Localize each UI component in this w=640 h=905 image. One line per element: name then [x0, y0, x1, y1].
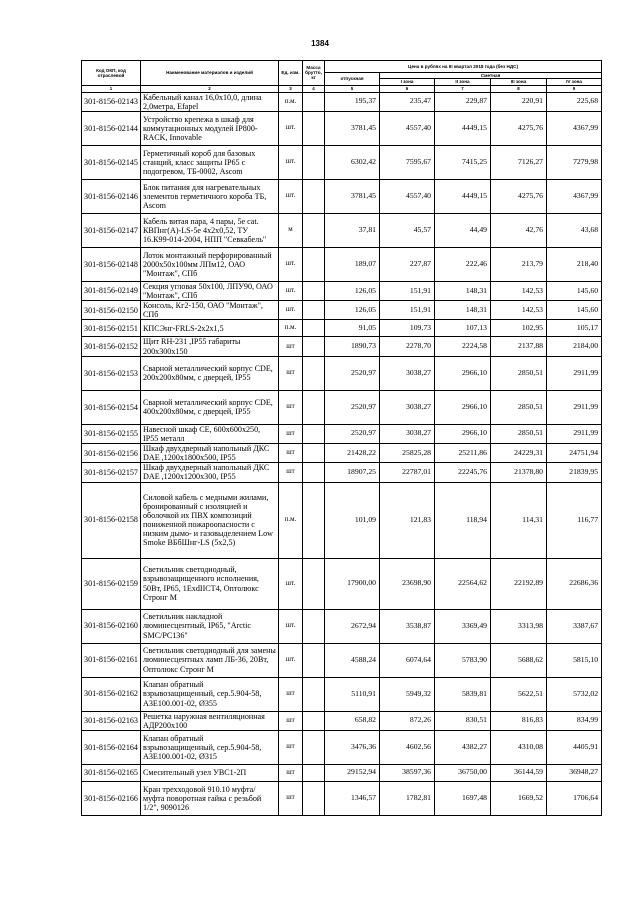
item-mass	[303, 179, 325, 213]
table-row	[82, 179, 602, 213]
item-release-price: 21428,22	[325, 443, 380, 462]
item-unit: шт	[279, 463, 303, 482]
column-number: 7	[435, 85, 491, 92]
item-unit: шт.	[279, 145, 303, 179]
item-name: Клапан обратный взрывозащищенный, сер.5.904-58, А3Е100.001-02, Ø315	[141, 730, 279, 764]
item-release-price: 126,05	[325, 281, 380, 300]
item-zone-1-price: 4557,40	[380, 111, 435, 145]
item-zone-4-price: 24751,94	[547, 443, 602, 462]
item-release-price: 2520,97	[325, 356, 380, 390]
item-release-price: 3781,45	[325, 111, 380, 145]
item-zone-3-price: 22192,89	[491, 558, 547, 609]
item-name: Клапан обратный взрывозащищенный, сер.5.904-58, А3Е100.001-02, Ø355	[141, 677, 279, 711]
item-code: 301-8156-02152	[82, 337, 141, 356]
table-body	[82, 92, 602, 815]
item-code: 301-8156-02166	[82, 781, 141, 815]
item-zone-4-price: 834,99	[547, 711, 602, 730]
item-zone-1-price: 3038,27	[380, 424, 435, 443]
item-zone-2-price: 148,31	[435, 281, 491, 300]
item-zone-1-price: 235,47	[380, 92, 435, 111]
item-zone-4-price: 36948,27	[547, 764, 602, 781]
item-mass	[303, 443, 325, 462]
item-zone-4-price: 105,17	[547, 320, 602, 337]
table-row	[82, 643, 602, 677]
item-name: Сварной металлический корпус CDE, 400х200х80мм, с дверцей, IP55	[141, 390, 279, 424]
item-zone-1-price: 23698,90	[380, 558, 435, 609]
item-zone-2-price: 148,31	[435, 301, 491, 320]
item-code: 301-8156-02147	[82, 213, 141, 247]
item-release-price: 17900,00	[325, 558, 380, 609]
table-row	[82, 730, 602, 764]
item-name: Кран трехходовой 910.10 муфта/муфта поворотная гайка с резьбой 1/2", 9090126	[141, 781, 279, 815]
item-name: Кабель витая пара, 4 пары, 5е cat. КВПнг(А)-LS-5е 4х2х0,52, ТУ 16.К99-014-2004, НПП "Севкабель"	[141, 213, 279, 247]
item-zone-3-price: 2850,51	[491, 356, 547, 390]
item-code: 301-8156-02150	[82, 301, 141, 320]
item-release-price: 91,05	[325, 320, 380, 337]
item-zone-4-price: 2911,99	[547, 356, 602, 390]
header-zone-3: III зона	[491, 79, 547, 85]
item-unit: п.м.	[279, 92, 303, 111]
item-unit: п.м.	[279, 320, 303, 337]
item-mass	[303, 213, 325, 247]
item-zone-2-price: 4449,15	[435, 111, 491, 145]
item-zone-2-price: 36750,00	[435, 764, 491, 781]
item-zone-4-price: 21839,95	[547, 463, 602, 482]
item-zone-1-price: 2278,70	[380, 337, 435, 356]
item-zone-2-price: 7415,25	[435, 145, 491, 179]
item-zone-2-price: 2966,10	[435, 356, 491, 390]
item-zone-3-price: 24229,31	[491, 443, 547, 462]
item-zone-1-price: 3038,27	[380, 390, 435, 424]
item-mass	[303, 92, 325, 111]
item-name: Сварной металлический корпус CDE, 200х200х80мм, с дверцей, IP55	[141, 356, 279, 390]
item-mass	[303, 281, 325, 300]
item-zone-2-price: 118,94	[435, 482, 491, 558]
header-zone-2: II зона	[435, 79, 491, 85]
item-zone-1-price: 872,26	[380, 711, 435, 730]
item-code: 301-8156-02155	[82, 424, 141, 443]
item-unit: шт	[279, 711, 303, 730]
item-name: Силовой кабель с медными жилами, бронированный с изоляцией и оболочкой их ПВХ композиций пониженной пожароопасности с низким дымо- и газовыделением Low Smoke ВБбШнг-LS (5х2,5)	[141, 482, 279, 558]
item-zone-4-price: 218,40	[547, 247, 602, 281]
item-zone-1-price: 38597,36	[380, 764, 435, 781]
item-mass	[303, 301, 325, 320]
table-row	[82, 677, 602, 711]
item-release-price: 37,81	[325, 213, 380, 247]
item-mass	[303, 463, 325, 482]
table-row	[82, 424, 602, 443]
header-mass: Масса брутто, кг	[303, 61, 325, 86]
table-row	[82, 558, 602, 609]
item-code: 301-8156-02145	[82, 145, 141, 179]
table-row	[82, 356, 602, 390]
item-unit: шт.	[279, 643, 303, 677]
item-name: КПСЭнг-FRLS-2х2х1,5	[141, 320, 279, 337]
item-mass	[303, 609, 325, 643]
item-zone-1-price: 227,87	[380, 247, 435, 281]
header-zone-1: I зона	[380, 79, 435, 85]
item-zone-4-price: 116,77	[547, 482, 602, 558]
item-mass	[303, 711, 325, 730]
item-code: 301-8156-02151	[82, 320, 141, 337]
item-code: 301-8156-02163	[82, 711, 141, 730]
item-zone-1-price: 3038,27	[380, 356, 435, 390]
page-number: 1384	[311, 39, 329, 48]
item-zone-3-price: 2850,51	[491, 424, 547, 443]
item-name: Навесной шкаф CE, 600х600х250, IP55 металл	[141, 424, 279, 443]
column-number: 2	[141, 85, 279, 92]
item-mass	[303, 730, 325, 764]
item-zone-3-price: 36144,59	[491, 764, 547, 781]
item-unit: шт	[279, 337, 303, 356]
item-zone-4-price: 7279,98	[547, 145, 602, 179]
item-release-price: 2520,97	[325, 424, 380, 443]
item-code: 301-8156-02162	[82, 677, 141, 711]
table-row	[82, 247, 602, 281]
table-row	[82, 320, 602, 337]
table-row	[82, 145, 602, 179]
item-unit: шт	[279, 781, 303, 815]
item-zone-3-price: 7126,27	[491, 145, 547, 179]
item-zone-1-price: 25825,28	[380, 443, 435, 462]
item-zone-1-price: 7595,67	[380, 145, 435, 179]
item-release-price: 3476,36	[325, 730, 380, 764]
item-zone-4-price: 145,60	[547, 281, 602, 300]
item-name: Блок питания для нагревательных элементов герметичного короба ТБ, Ascom	[141, 179, 279, 213]
item-unit: шт	[279, 764, 303, 781]
item-mass	[303, 677, 325, 711]
item-name: Светильник светодиодный для замены люминесцентных ламп ЛБ-36, 20Вт, Оптолюкс Стронг М	[141, 643, 279, 677]
item-zone-4-price: 2911,99	[547, 424, 602, 443]
item-name: Щит RH-231 ,IP55 габариты 200х300х150	[141, 337, 279, 356]
header-zone-4: IV зона	[547, 79, 602, 85]
table-row	[82, 111, 602, 145]
header-price-group: Цена в рублях на III квартал 2018 года (без НДС)	[325, 61, 602, 73]
item-mass	[303, 482, 325, 558]
item-zone-3-price: 5688,62	[491, 643, 547, 677]
item-zone-3-price: 220,91	[491, 92, 547, 111]
item-unit: шт.	[279, 558, 303, 609]
header-code: Код ОКП, код отраслевой	[82, 61, 141, 86]
item-code: 301-8156-02161	[82, 643, 141, 677]
item-zone-4-price: 2911,99	[547, 390, 602, 424]
item-name: Светильник светодиодный, взрывозащищенного исполнения, 50Вт, IP65, 1ExdIICT4, Оптолюкс Стронг М	[141, 558, 279, 609]
item-release-price: 195,37	[325, 92, 380, 111]
item-zone-2-price: 830,51	[435, 711, 491, 730]
column-number: 8	[491, 85, 547, 92]
item-release-price: 3781,45	[325, 179, 380, 213]
item-zone-3-price: 816,83	[491, 711, 547, 730]
item-unit: шт.	[279, 179, 303, 213]
item-code: 301-8156-02153	[82, 356, 141, 390]
item-code: 301-8156-02164	[82, 730, 141, 764]
item-name: Лоток монтажный перфорированный 2000х50х100мм ЛПм12, ОАО "Монтаж", СПб	[141, 247, 279, 281]
item-unit: шт.	[279, 111, 303, 145]
item-zone-3-price: 1669,52	[491, 781, 547, 815]
item-code: 301-8156-02160	[82, 609, 141, 643]
item-zone-2-price: 1697,48	[435, 781, 491, 815]
table-row	[82, 281, 602, 300]
table-row	[82, 764, 602, 781]
item-name: Консоль, Кг2-150, ОАО "Монтаж", СПб	[141, 301, 279, 320]
item-unit: шт.	[279, 609, 303, 643]
item-zone-4-price: 225,68	[547, 92, 602, 111]
table-row	[82, 92, 602, 111]
item-zone-3-price: 142,53	[491, 301, 547, 320]
item-unit: шт	[279, 390, 303, 424]
column-number: 1	[82, 85, 141, 92]
item-release-price: 126,05	[325, 301, 380, 320]
item-zone-4-price: 5732,02	[547, 677, 602, 711]
item-zone-4-price: 43,68	[547, 213, 602, 247]
column-number: 9	[547, 85, 602, 92]
item-zone-3-price: 114,31	[491, 482, 547, 558]
item-release-price: 1890,73	[325, 337, 380, 356]
column-number: 6	[380, 85, 435, 92]
header-unit: Ед. изм.	[279, 61, 303, 86]
item-zone-3-price: 2850,51	[491, 390, 547, 424]
item-code: 301-8156-02165	[82, 764, 141, 781]
item-mass	[303, 643, 325, 677]
item-zone-2-price: 4449,15	[435, 179, 491, 213]
item-zone-4-price: 1706,64	[547, 781, 602, 815]
item-mass	[303, 424, 325, 443]
item-zone-4-price: 145,60	[547, 301, 602, 320]
item-mass	[303, 781, 325, 815]
item-code: 301-8156-02149	[82, 281, 141, 300]
item-unit: шт.	[279, 247, 303, 281]
item-name: Решетка наружная вентиляционная АДР200х100	[141, 711, 279, 730]
item-zone-3-price: 102,95	[491, 320, 547, 337]
item-zone-1-price: 151,91	[380, 301, 435, 320]
item-code: 301-8156-02143	[82, 92, 141, 111]
item-unit: п.м.	[279, 482, 303, 558]
item-release-price: 4588,24	[325, 643, 380, 677]
item-zone-2-price: 222,46	[435, 247, 491, 281]
table-row	[82, 213, 602, 247]
item-zone-4-price: 5815,10	[547, 643, 602, 677]
item-zone-2-price: 5839,81	[435, 677, 491, 711]
item-zone-3-price: 3313,98	[491, 609, 547, 643]
item-release-price: 658,82	[325, 711, 380, 730]
item-mass	[303, 111, 325, 145]
item-zone-4-price: 2184,00	[547, 337, 602, 356]
item-mass	[303, 145, 325, 179]
table-row	[82, 390, 602, 424]
item-mass	[303, 337, 325, 356]
item-zone-1-price: 109,73	[380, 320, 435, 337]
item-zone-2-price: 22564,62	[435, 558, 491, 609]
item-mass	[303, 390, 325, 424]
item-zone-1-price: 6074,64	[380, 643, 435, 677]
item-code: 301-8156-02144	[82, 111, 141, 145]
item-code: 301-8156-02146	[82, 179, 141, 213]
item-zone-2-price: 4382,27	[435, 730, 491, 764]
item-zone-2-price: 2224,58	[435, 337, 491, 356]
item-zone-4-price: 4367,99	[547, 111, 602, 145]
item-zone-4-price: 3387,67	[547, 609, 602, 643]
column-number-row	[82, 85, 602, 92]
item-release-price: 5110,91	[325, 677, 380, 711]
item-zone-3-price: 4275,76	[491, 111, 547, 145]
item-unit: шт	[279, 443, 303, 462]
item-name: Шкаф двухдверный напольный ДКС DAE ,1200х1200х300, IP55	[141, 463, 279, 482]
item-code: 301-8156-02157	[82, 463, 141, 482]
item-code: 301-8156-02156	[82, 443, 141, 462]
item-zone-3-price: 142,53	[491, 281, 547, 300]
item-zone-4-price: 4405,91	[547, 730, 602, 764]
item-unit: шт.	[279, 301, 303, 320]
item-release-price: 29152,94	[325, 764, 380, 781]
item-zone-3-price: 2137,88	[491, 337, 547, 356]
item-release-price: 1346,57	[325, 781, 380, 815]
item-unit: шт	[279, 677, 303, 711]
item-mass	[303, 320, 325, 337]
header-estimate: Сметная	[380, 73, 602, 79]
header-release: отпускная	[325, 73, 380, 86]
item-name: Устройство крепежа в шкаф для коммутационных модулей IP800-RACK, Innovable	[141, 111, 279, 145]
item-zone-2-price: 5783,90	[435, 643, 491, 677]
item-name: Кабельный канал 16,0х10,0, длина 2,0метра, Efapel	[141, 92, 279, 111]
item-release-price: 2672,94	[325, 609, 380, 643]
item-mass	[303, 247, 325, 281]
item-zone-2-price: 229,87	[435, 92, 491, 111]
item-zone-2-price: 2966,10	[435, 390, 491, 424]
item-zone-1-price: 22787,01	[380, 463, 435, 482]
item-release-price: 101,09	[325, 482, 380, 558]
item-unit: шт	[279, 356, 303, 390]
table-row	[82, 482, 602, 558]
item-name: Шкаф двухдверный напольный ДКС DAE ,1200х1800х500, IP55	[141, 443, 279, 462]
item-name: Секция угловая 50х100, ЛПУ90, ОАО "Монтаж", СПб	[141, 281, 279, 300]
item-zone-1-price: 151,91	[380, 281, 435, 300]
table-header	[82, 61, 602, 93]
item-unit: шт.	[279, 281, 303, 300]
price-table	[81, 60, 602, 816]
item-zone-1-price: 4557,40	[380, 179, 435, 213]
table-row	[82, 301, 602, 320]
item-code: 301-8156-02148	[82, 247, 141, 281]
item-unit: шт	[279, 730, 303, 764]
item-name: Герметичный короб для базовых станций, класс защиты IP65 с подогревом, ТБ-0002, Ascom	[141, 145, 279, 179]
item-zone-1-price: 3538,87	[380, 609, 435, 643]
item-zone-1-price: 45,57	[380, 213, 435, 247]
item-release-price: 18907,25	[325, 463, 380, 482]
item-zone-4-price: 4367,99	[547, 179, 602, 213]
item-zone-2-price: 25211,86	[435, 443, 491, 462]
item-zone-3-price: 21378,80	[491, 463, 547, 482]
table-row	[82, 781, 602, 815]
item-unit: м	[279, 213, 303, 247]
item-zone-1-price: 5949,32	[380, 677, 435, 711]
column-number: 3	[279, 85, 303, 92]
item-release-price: 2520,97	[325, 390, 380, 424]
item-zone-3-price: 5622,51	[491, 677, 547, 711]
item-zone-3-price: 4310,08	[491, 730, 547, 764]
table-row	[82, 463, 602, 482]
item-zone-2-price: 44,49	[435, 213, 491, 247]
column-number: 5	[325, 85, 380, 92]
item-zone-4-price: 22686,36	[547, 558, 602, 609]
item-unit: шт	[279, 424, 303, 443]
column-number: 4	[303, 85, 325, 92]
item-release-price: 189,07	[325, 247, 380, 281]
item-mass	[303, 764, 325, 781]
item-code: 301-8156-02159	[82, 558, 141, 609]
item-zone-3-price: 4275,76	[491, 179, 547, 213]
item-mass	[303, 356, 325, 390]
item-zone-1-price: 121,83	[380, 482, 435, 558]
item-name: Смесительный узел УВС1-2П	[141, 764, 279, 781]
item-release-price: 6302,42	[325, 145, 380, 179]
header-name: Наименование материалов и изделий	[141, 61, 279, 86]
table-row	[82, 711, 602, 730]
item-zone-2-price: 3369,49	[435, 609, 491, 643]
table-row	[82, 609, 602, 643]
item-zone-3-price: 42,76	[491, 213, 547, 247]
item-name: Светильник накладной люминесцентный, IP65, "Arctic SMC/PC136"	[141, 609, 279, 643]
item-mass	[303, 558, 325, 609]
item-zone-2-price: 22245,76	[435, 463, 491, 482]
item-zone-2-price: 107,13	[435, 320, 491, 337]
item-zone-3-price: 213,79	[491, 247, 547, 281]
item-code: 301-8156-02154	[82, 390, 141, 424]
item-zone-2-price: 2966,10	[435, 424, 491, 443]
item-zone-1-price: 1782,81	[380, 781, 435, 815]
item-code: 301-8156-02158	[82, 482, 141, 558]
table-row	[82, 337, 602, 356]
item-zone-1-price: 4602,56	[380, 730, 435, 764]
table-row	[82, 443, 602, 462]
